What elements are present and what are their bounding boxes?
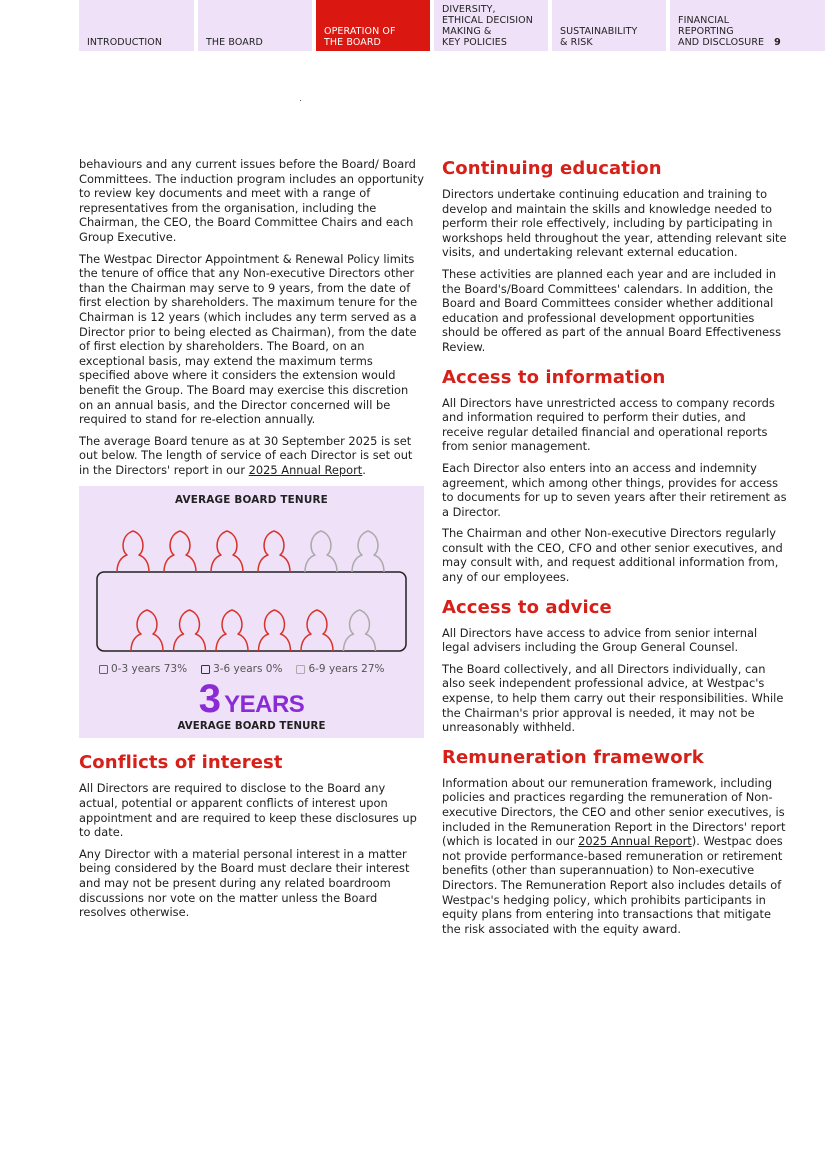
access-to-advice-paragraph-1: All Directors have access to advice from senior internal legal advisers including the Group General Counsel.	[442, 625, 758, 655]
tab-label: INTRODUCTION	[87, 37, 163, 48]
tenure-legend	[99, 662, 385, 677]
tab-diversity-ethical-decision-making[interactable]	[434, 0, 548, 51]
remuneration-framework-heading: Remuneration framework	[442, 746, 704, 768]
legend-swatch	[201, 665, 210, 674]
continuing-education-heading: Continuing education	[442, 158, 662, 179]
remuneration-paragraph	[442, 776, 787, 937]
legend-0-3-years	[99, 662, 187, 677]
director-seat-icon	[301, 610, 333, 651]
director-seat-icon	[352, 531, 384, 572]
average-tenure-text: The average Board tenure as at 30 September 2025 is set out below. The length of service of each Director is set out in the Directors' report in our	[79, 433, 413, 477]
board-tenure-infographic	[79, 486, 424, 738]
average-tenure-figure	[79, 677, 424, 722]
annual-report-link[interactable]: 2025 Annual Report	[248, 462, 363, 477]
access-to-information-paragraph-2: Each Director also enters into an access and indemnity agreement, which among other things, provides for access to documents for up to seven years after their retirement as a Director.	[442, 460, 787, 519]
tenure-policy-paragraph: The Westpac Director Appointment & Renewal Policy limits the tenure of office that any Non-executive Directors other than the Chairman may serve to 9 years, from the date of first election by shareholders. The maximum tenure for the Chairman is 12 years (which includes any term served as a Director prior to being elected as Chairman), from the date of first election by shareholders. The Board, on an exceptional basis, may extend the maximum terms specified above where it considers the extension would benefit the Group. The Board may exercise this discretion on an annual basis, and the Director concerned will be required to stand for re-election annually.	[79, 251, 418, 427]
director-seat-icon	[164, 531, 196, 572]
legend-label: 3-6 years 0%	[213, 663, 283, 676]
conflicts-paragraph-2: Any Director with a material personal interest in a matter being considered by the Board must declare their interest and may not be present during any related boardroom discussions nor vote on the matter unless the Board resolves otherwise.	[79, 846, 410, 920]
tab-label: SUSTAINABILITY & RISK	[560, 26, 638, 48]
conflicts-heading: Conflicts of interest	[79, 752, 283, 774]
director-seat-icon	[174, 610, 206, 651]
legend-label: 6-9 years 27%	[308, 663, 385, 676]
director-seat-icon	[305, 531, 337, 572]
boardroom-seating-graphic	[79, 486, 424, 666]
average-tenure-end: .	[362, 462, 366, 477]
tab-financial-reporting[interactable]	[670, 0, 825, 51]
annual-report-link[interactable]: 2025 Annual Report	[578, 834, 692, 849]
access-to-information-paragraph-1: All Directors have unrestricted access to company records and information required to perform their duties, and receive regular detailed financial and operational reports from senior management.	[442, 395, 775, 454]
access-to-information-paragraph-3: The Chairman and other Non-executive Directors regularly consult with the CEO, CFO and other senior executives, and may consult with, and request additional information from, any of our employees.	[442, 526, 783, 585]
remuneration-text: Information about our remuneration framework, including policies and practices regarding the remuneration of Non-executive Directors, the CEO and other senior executives, is included in the Remuneration Report in the Directors' report (which is located in our	[442, 775, 786, 849]
tab-the-board[interactable]	[198, 0, 312, 51]
director-seat-icon	[216, 610, 248, 651]
director-seat-icon	[131, 610, 163, 651]
average-tenure-number: 3	[198, 677, 221, 722]
right-column	[442, 158, 787, 943]
tab-introduction[interactable]	[79, 0, 194, 51]
access-to-information-heading: Access to information	[442, 366, 666, 388]
tab-sustainability-risk[interactable]	[552, 0, 666, 51]
continuing-education-paragraph-1: Directors undertake continuing education and training to develop and maintain the skills and knowledge needed to perform their role effectively, including by participating in workshops held throughout the year, attending relevant site visits, and undertaking relevant external education.	[442, 187, 787, 260]
director-seat-icon	[259, 610, 291, 651]
average-tenure-paragraph	[79, 434, 424, 478]
legend-swatch	[296, 665, 305, 674]
tab-label: FINANCIAL REPORTING AND DISCLOSURE	[678, 15, 765, 48]
continuing-education-paragraph-2: These activities are planned each year and are included in the Board's/Board Committees' calendars. In addition, the Board and Board Committees consider whether additional education and professional development opportunities should be offered as part of the annual Board Effectiveness Review.	[442, 266, 782, 354]
average-tenure-unit: YEARS	[224, 691, 305, 719]
tab-label: DIVERSITY, ETHICAL DECISION MAKING & KEY POLICIES	[442, 4, 533, 48]
remuneration-text-end: ). Westpac does not provide performance-based remuneration or retirement benefits (other than superannuation) to Non-executive Directors. The Remuneration Report also includes details of Westpac's hedging policy, which prohibits participants in equity plans from entering into transactions that mitigate the risk associated with the equity award.	[442, 834, 783, 936]
director-seat-icon	[258, 531, 290, 572]
access-to-advice-heading: Access to advice	[442, 596, 612, 618]
tab-label: THE BOARD	[206, 37, 263, 48]
access-to-advice-paragraph-2: The Board collectively, and all Directors individually, can also seek independent professional advice, at Westpac's expense, to help them carry out their responsibilities. While the Chairman's prior approval is needed, it may not be unreasonably withheld.	[442, 661, 784, 735]
infographic-title: AVERAGE BOARD TENURE	[175, 494, 328, 507]
infographic-caption: AVERAGE BOARD TENURE	[177, 721, 326, 733]
legend-label: 0-3 years 73%	[111, 663, 188, 676]
legend-swatch	[99, 665, 108, 674]
legend-6-9-years	[296, 662, 384, 677]
director-seat-icon	[344, 610, 376, 651]
legend-3-6-years	[201, 662, 282, 677]
tab-label: OPERATION OF THE BOARD	[324, 26, 396, 48]
director-seat-icon	[117, 531, 149, 572]
tab-operation-of-the-board[interactable]	[316, 0, 430, 51]
conflicts-paragraph-1: All Directors are required to disclose to the Board any actual, potential or apparent conflicts of interest upon appointment and are required to keep these disclosures up to date.	[79, 781, 417, 840]
stray-dot	[300, 100, 301, 101]
left-column	[79, 157, 424, 927]
section-navigation	[79, 0, 825, 51]
page-number: 9	[774, 37, 781, 48]
director-seat-icon	[211, 531, 243, 572]
induction-paragraph: behaviours and any current issues before the Board/ Board Committees. The induction program includes an opportunity to review key documents and meet with a range of representatives from the organisation, including the Chairman, the CEO, the Board Committee Chairs and each Group Executive.	[79, 157, 424, 244]
